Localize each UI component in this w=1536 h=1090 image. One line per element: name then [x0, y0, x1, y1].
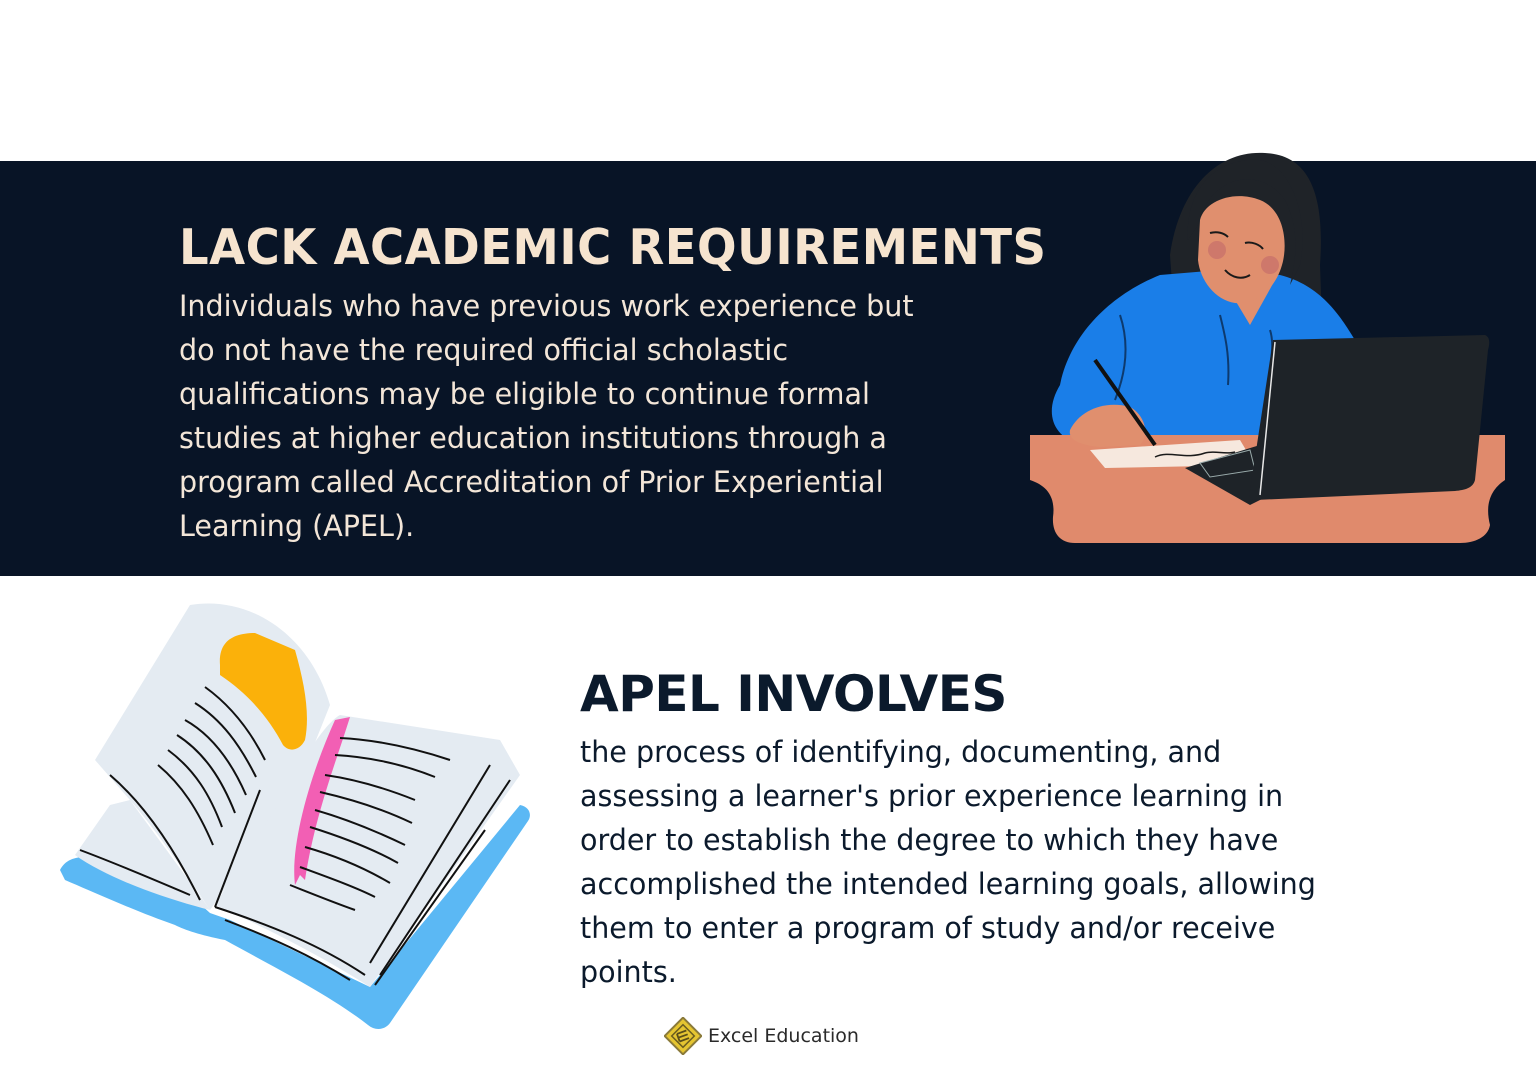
paragraph-line: assessing a learner's prior experience learning in	[580, 779, 1284, 813]
paragraph-apel-involves	[580, 730, 1447, 994]
excel-education-diamond-logo-icon	[664, 1017, 702, 1055]
brand-name: Excel Education	[708, 1025, 859, 1047]
excel-education-logo	[664, 1016, 859, 1056]
heading-apel-involves: APEL INVOLVES	[580, 665, 1007, 723]
paragraph-line: order to establish the degree to which they have	[580, 823, 1279, 857]
paragraph-line: Individuals who have previous work experience but	[179, 289, 914, 323]
paragraph-lack-academic-requirements	[179, 284, 1026, 548]
heading-lack-academic-requirements: LACK ACADEMIC REQUIREMENTS	[179, 219, 1047, 276]
paragraph-line: the process of identifying, documenting, and	[580, 735, 1222, 769]
paragraph-line: Learning (APEL).	[179, 509, 415, 543]
open-book-illustration	[50, 595, 540, 1035]
paragraph-line: them to enter a program of study and/or receive	[580, 911, 1276, 945]
woman-writing-at-laptop-illustration	[1020, 145, 1520, 550]
paragraph-line: program called Accreditation of Prior Experiential	[179, 465, 884, 499]
paragraph-line: do not have the required official scholastic	[179, 333, 789, 367]
paragraph-line: qualifications may be eligible to continue formal	[179, 377, 870, 411]
paragraph-line: points.	[580, 955, 677, 989]
paragraph-line: studies at higher education institutions through a	[179, 421, 887, 455]
paragraph-line: accomplished the intended learning goals, allowing	[580, 867, 1316, 901]
